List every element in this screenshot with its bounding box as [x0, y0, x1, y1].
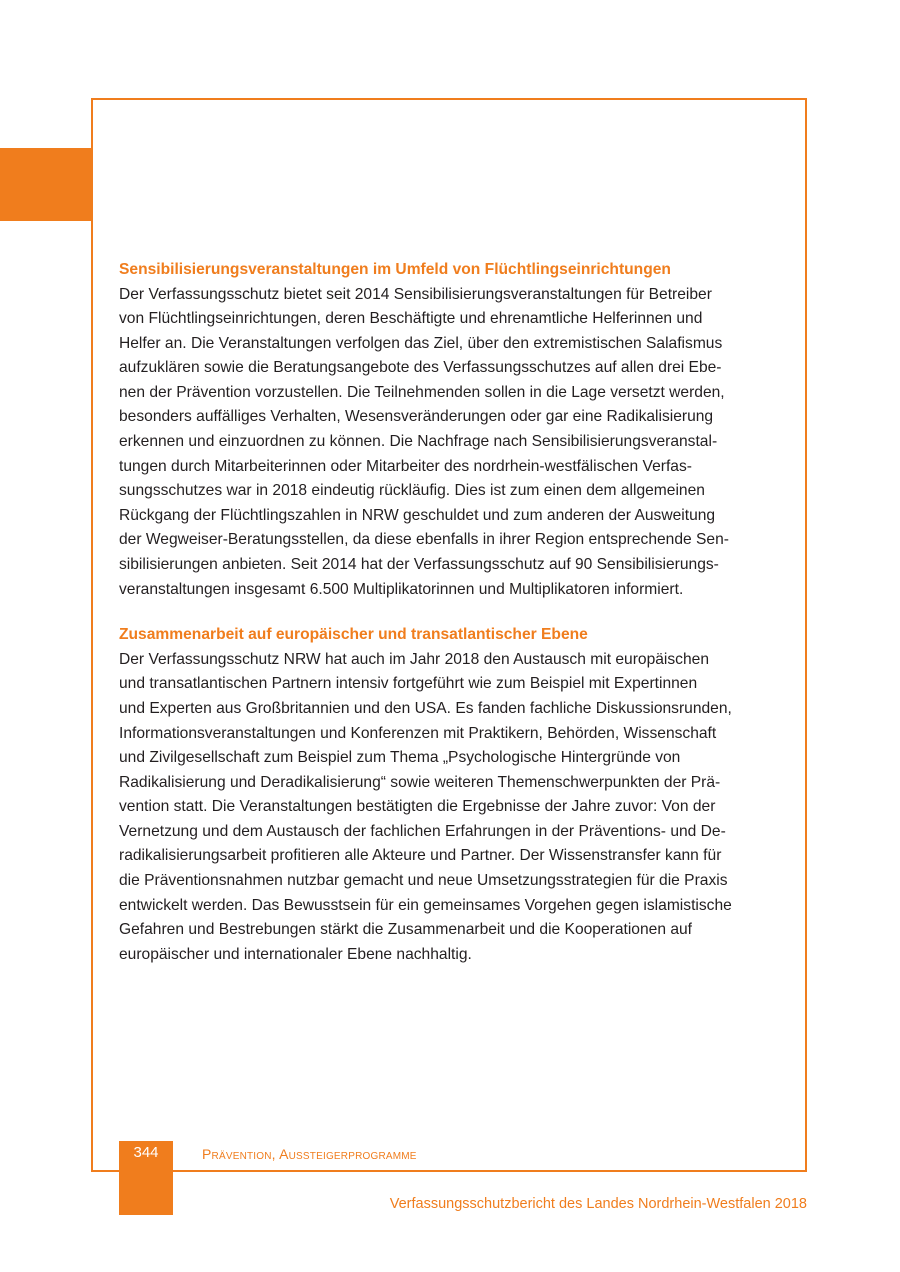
body-line: und transatlantischen Partnern intensiv fortgeführt wie zum Beispiel mit Expertinnen	[119, 675, 698, 693]
body-line: besonders auffälliges Verhalten, Wesensveränderungen oder gar eine Radikalisierung	[119, 408, 714, 426]
body-line: Rückgang der Flüchtlingszahlen in NRW geschuldet und zum anderen der Ausweitung	[119, 506, 716, 524]
body-line: Informationsveranstaltungen und Konferenzen mit Praktikern, Behörden, Wissenschaft	[119, 724, 717, 742]
body-line: Radikalisierung und Deradikalisierung“ sowie weiteren Themenschwerpunkten der Prä-	[119, 773, 721, 791]
body-line: die Präventionsnahmen nutzbar gemacht und neue Umsetzungsstrategien für die Praxis	[119, 872, 728, 890]
section-heading: Sensibilisierungsveranstaltungen im Umfeld von Flüchtlingseinrichtungen	[119, 261, 671, 278]
body-line: von Flüchtlingseinrichtungen, deren Beschäftigte und ehrenamtliche Helferinnen und	[119, 310, 703, 328]
body-line: Helfer an. Die Veranstaltungen verfolgen das Ziel, über den extremistischen Salafismus	[119, 334, 723, 352]
body-line: Vernetzung und dem Austausch der fachlichen Erfahrungen in der Präventions- und De-	[119, 822, 726, 840]
section-heading: Zusammenarbeit auf europäischer und transatlantischer Ebene	[119, 626, 588, 644]
body-line: entwickelt werden. Das Bewusstsein für ein gemeinsames Vorgehen gegen islamistische	[119, 896, 732, 914]
body-line: europäischer und internationaler Ebene nachhaltig.	[119, 945, 472, 963]
body-line: Der Verfassungsschutz NRW hat auch im Jahr 2018 den Austausch mit europäischen	[119, 650, 709, 668]
chapter-tab-marker	[0, 148, 92, 221]
page-number: 344	[133, 1144, 159, 1161]
body-line: und Zivilgesellschaft zum Beispiel zum Thema „Psychologische Hintergründe von	[119, 749, 681, 767]
body-line: vention statt. Die Veranstaltungen bestätigten die Ergebnisse der Jahre zuvor: Von der	[119, 798, 716, 816]
body-line: Der Verfassungsschutz bietet seit 2014 Sensibilisierungsveranstaltungen für Betreiber	[119, 285, 712, 303]
section-body	[119, 283, 789, 603]
main-content	[119, 258, 789, 988]
section-sensibilisierung	[119, 258, 789, 602]
body-line: der Wegweiser-Beratungsstellen, da diese ebenfalls in ihrer Region entsprechende Sen-	[119, 531, 729, 549]
body-line: tungen durch Mitarbeiterinnen oder Mitarbeiter des nordrhein-westfälischen Verfas-	[119, 457, 692, 475]
report-title: Verfassungsschutzbericht des Landes Nordrhein-Westfalen 2018	[389, 1196, 807, 1212]
body-line: und Experten aus Großbritannien und den USA. Es fanden fachliche Diskussionsrunden,	[119, 699, 732, 717]
body-line: erkennen und einzuordnen zu können. Die Nachfrage nach Sensibilisierungsveranstal-	[119, 433, 718, 451]
body-line: Gefahren und Bestrebungen stärkt die Zusammenarbeit und die Kooperationen auf	[119, 921, 693, 939]
running-head: Prävention, Aussteigerprogramme	[202, 1146, 417, 1162]
body-line: nen der Prävention vorzustellen. Die Teilnehmenden sollen in die Lage versetzt werden,	[119, 383, 725, 401]
body-line: veranstaltungen insgesamt 6.500 Multiplikatorinnen und Multiplikatoren informiert.	[119, 580, 684, 598]
body-line: sungsschutzes war in 2018 eindeutig rückläufig. Dies ist zum einen dem allgemeinen	[119, 482, 705, 500]
body-line: aufzuklären sowie die Beratungsangebote des Verfassungsschutzes auf allen drei Ebe-	[119, 359, 722, 377]
body-line: radikalisierungsarbeit profitieren alle Akteure und Partner. Der Wissenstransfer kann für	[119, 847, 722, 865]
section-body	[119, 648, 789, 968]
body-line: sibilisierungen anbieten. Seit 2014 hat der Verfassungsschutz auf 90 Sensibilisierungs-	[119, 556, 719, 574]
section-zusammenarbeit	[119, 623, 789, 967]
